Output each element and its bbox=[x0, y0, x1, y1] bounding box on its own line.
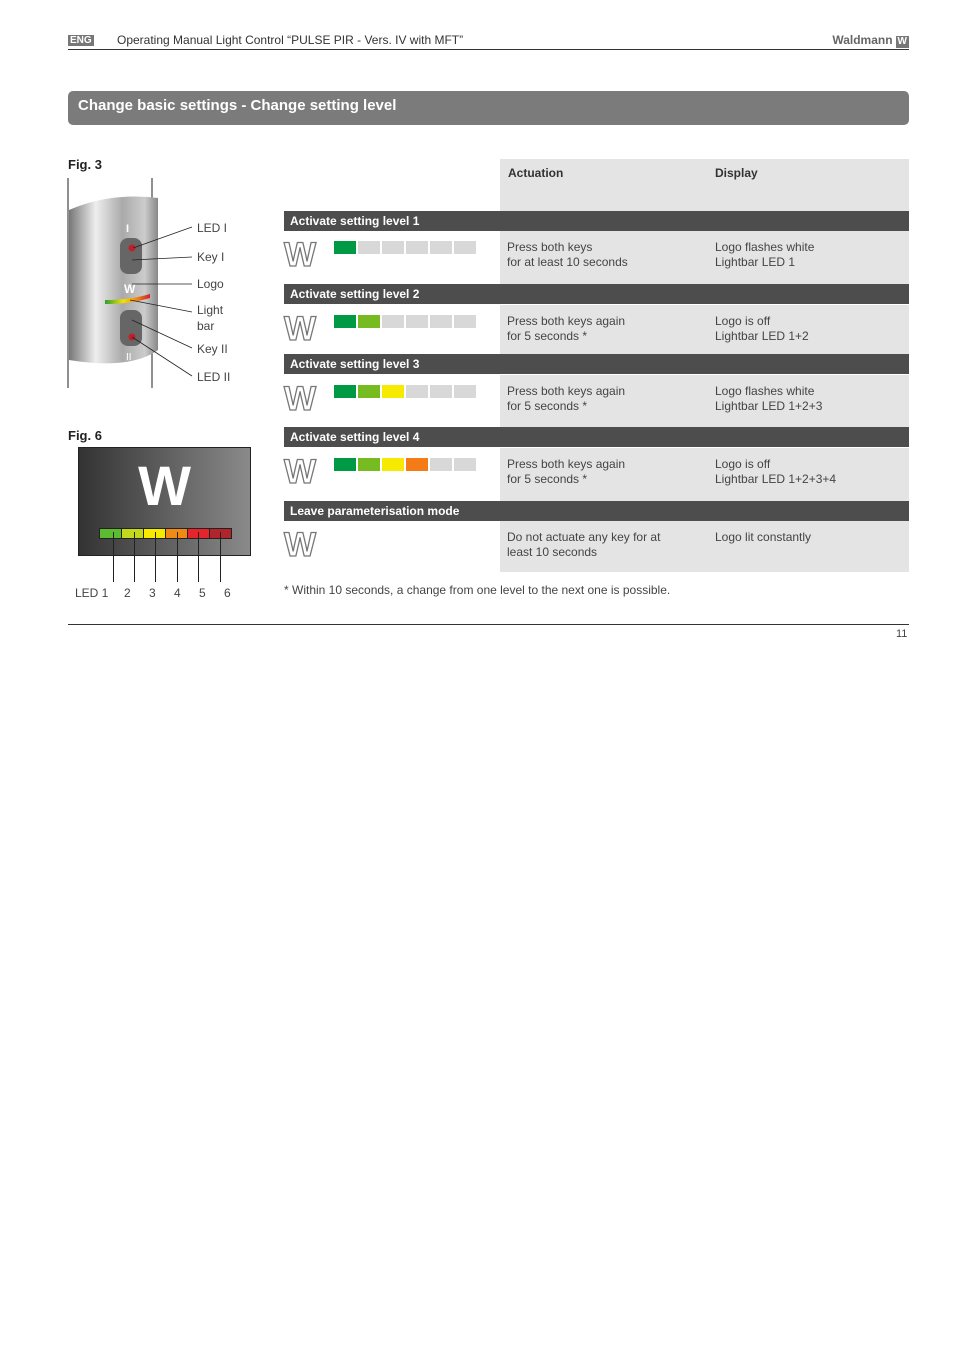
display-text bbox=[715, 384, 905, 414]
led-indicator bbox=[334, 315, 356, 328]
led-segment bbox=[143, 529, 165, 538]
section-bar: Activate setting level 2 bbox=[284, 284, 909, 304]
display-line: Lightbar LED 1 bbox=[715, 255, 796, 269]
led-indicator bbox=[358, 385, 380, 398]
led-indicator bbox=[334, 385, 356, 398]
brand-logo bbox=[832, 33, 909, 48]
display-text bbox=[715, 314, 905, 344]
led-indicator bbox=[454, 458, 476, 471]
actuation-text bbox=[507, 457, 697, 487]
led-indicator bbox=[430, 458, 452, 471]
table-row bbox=[500, 521, 909, 572]
lightbar-status bbox=[334, 315, 476, 328]
section-banner: Change basic settings - Change setting level bbox=[68, 91, 909, 125]
display-line: Logo is off bbox=[715, 314, 771, 328]
led-indicator bbox=[406, 458, 428, 471]
actuation-text bbox=[507, 384, 697, 414]
actuation-line: Press both keys again bbox=[507, 314, 626, 328]
page-number: 11 bbox=[896, 628, 908, 640]
actuation-line: least 10 seconds bbox=[507, 545, 598, 559]
actuation-line: Do not actuate any key for at bbox=[507, 530, 661, 544]
led-label: 6 bbox=[224, 586, 231, 600]
led-indicator bbox=[334, 458, 356, 471]
led-indicator bbox=[382, 458, 404, 471]
label-led-2: LED II bbox=[197, 370, 231, 384]
led-strip bbox=[99, 528, 232, 539]
display-text bbox=[715, 240, 905, 270]
lightbar-diagram bbox=[78, 447, 251, 556]
logo-icon: W bbox=[284, 453, 314, 491]
lightbar-status bbox=[334, 241, 476, 254]
led-indicator bbox=[454, 241, 476, 254]
actuation-line: Press both keys again bbox=[507, 457, 626, 471]
col-actuation: Actuation bbox=[508, 166, 564, 180]
led-indicator bbox=[430, 385, 452, 398]
lightbar-status bbox=[334, 385, 476, 398]
actuation-line: for 5 seconds * bbox=[507, 329, 588, 343]
led-indicator bbox=[358, 458, 380, 471]
display-line: Logo lit constantly bbox=[715, 530, 812, 544]
leader-line bbox=[177, 532, 178, 582]
led-label: 4 bbox=[174, 586, 181, 600]
led-indicator bbox=[334, 241, 356, 254]
logo-icon: W bbox=[284, 526, 314, 564]
led-indicator bbox=[358, 315, 380, 328]
led-indicator bbox=[430, 241, 452, 254]
document-title: Operating Manual Light Control “PULSE PIR - Vers. IV with MFT” bbox=[117, 33, 464, 47]
table-row bbox=[500, 448, 909, 501]
footnote: * Within 10 seconds, a change from one level to the next one is possible. bbox=[284, 583, 671, 597]
led-label: 5 bbox=[199, 586, 206, 600]
leader-line bbox=[113, 532, 114, 582]
led-label: 3 bbox=[149, 586, 156, 600]
display-line: Logo flashes white bbox=[715, 240, 815, 254]
led-segment bbox=[121, 529, 143, 538]
control-panel-illustration bbox=[60, 170, 200, 395]
actuation-line: for at least 10 seconds bbox=[507, 255, 628, 269]
led-indicator bbox=[406, 241, 428, 254]
section-bar: Activate setting level 4 bbox=[284, 427, 909, 447]
led-segment bbox=[100, 529, 121, 538]
brand-name: Waldmann bbox=[832, 33, 893, 47]
led-indicator bbox=[382, 385, 404, 398]
display-text bbox=[715, 530, 905, 545]
footer-rule bbox=[68, 624, 909, 625]
col-display: Display bbox=[715, 166, 758, 180]
table-header bbox=[500, 159, 909, 211]
leader-line bbox=[198, 532, 199, 582]
fig3-title: Fig. 3 bbox=[68, 157, 102, 172]
display-line: Lightbar LED 1+2+3+4 bbox=[715, 472, 837, 486]
logo-icon: W bbox=[284, 380, 314, 418]
display-text bbox=[715, 457, 905, 487]
actuation-line: Press both keys bbox=[507, 240, 593, 254]
label-light: Light bbox=[197, 303, 224, 317]
actuation-text bbox=[507, 530, 697, 560]
lightbar-status bbox=[334, 458, 476, 471]
section-bar: Activate setting level 1 bbox=[284, 211, 909, 231]
label-key-1: Key I bbox=[197, 250, 225, 264]
led-indicator bbox=[430, 315, 452, 328]
led-indicator bbox=[382, 241, 404, 254]
led-indicator bbox=[454, 385, 476, 398]
language-badge: ENG bbox=[70, 35, 92, 46]
fig6-title: Fig. 6 bbox=[68, 428, 102, 443]
actuation-line: for 5 seconds * bbox=[507, 399, 588, 413]
table-row bbox=[500, 231, 909, 284]
brand-mark: W bbox=[897, 36, 907, 47]
leader-line bbox=[155, 532, 156, 582]
led-label: 2 bbox=[124, 586, 131, 600]
logo-w: W bbox=[138, 454, 191, 517]
led-indicator bbox=[406, 315, 428, 328]
section-bar: Leave parameterisation mode bbox=[284, 501, 909, 521]
display-line: Lightbar LED 1+2 bbox=[715, 329, 809, 343]
label-logo: Logo bbox=[197, 277, 224, 291]
label-led-1: LED I bbox=[197, 221, 228, 235]
actuation-text bbox=[507, 314, 697, 344]
led-indicator bbox=[382, 315, 404, 328]
table-row bbox=[500, 375, 909, 427]
svg-text:II: II bbox=[126, 352, 132, 363]
display-line: Lightbar LED 1+2+3 bbox=[715, 399, 823, 413]
leader-line bbox=[220, 532, 221, 582]
section-bar: Activate setting level 3 bbox=[284, 354, 909, 374]
display-line: Logo flashes white bbox=[715, 384, 815, 398]
table-row bbox=[500, 305, 909, 354]
logo-icon: W bbox=[284, 310, 314, 348]
display-line: Logo is off bbox=[715, 457, 771, 471]
svg-text:W: W bbox=[124, 282, 136, 296]
label-key-2: Key II bbox=[197, 342, 228, 356]
logo-icon: W bbox=[284, 236, 314, 274]
page-header bbox=[68, 32, 909, 50]
led-segment bbox=[165, 529, 187, 538]
label-bar: bar bbox=[197, 319, 215, 333]
led-indicator bbox=[406, 385, 428, 398]
actuation-line: Press both keys again bbox=[507, 384, 626, 398]
led-indicator bbox=[358, 241, 380, 254]
led-label: LED 1 bbox=[75, 586, 109, 600]
actuation-line: for 5 seconds * bbox=[507, 472, 588, 486]
actuation-text bbox=[507, 240, 697, 270]
led-indicator bbox=[454, 315, 476, 328]
leader-line bbox=[134, 532, 135, 582]
svg-text:I: I bbox=[126, 223, 130, 235]
